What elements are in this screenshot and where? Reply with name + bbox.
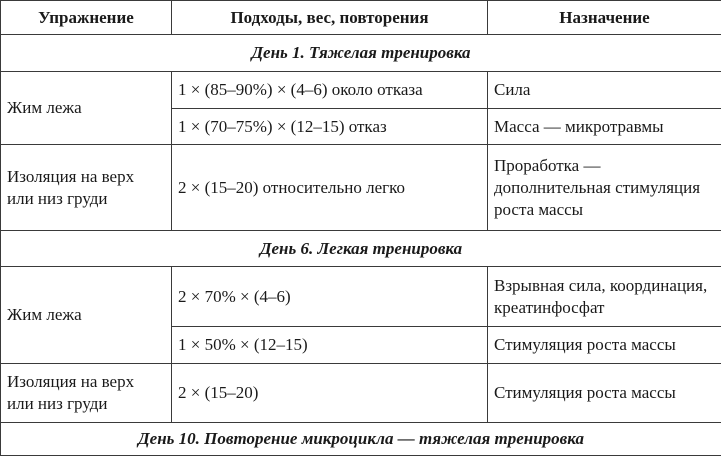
section-row bbox=[1, 423, 721, 456]
day6-isolation-purpose: Стимуляция роста массы bbox=[488, 364, 721, 423]
header-row bbox=[1, 1, 721, 35]
day6-bench-purpose-2: Стимуляция роста массы bbox=[488, 327, 721, 364]
table-row bbox=[1, 267, 721, 327]
day1-bench-purpose-1: Сила bbox=[488, 72, 721, 109]
day6-isolation-sets: 2 × (15–20) bbox=[172, 364, 488, 423]
day1-title: День 1. Тяжелая тренировка bbox=[1, 35, 721, 72]
day1-bench-sets-2: 1 × (70–75%) × (12–15) отказ bbox=[172, 109, 488, 145]
day1-bench-sets-1: 1 × (85–90%) × (4–6) около отказа bbox=[172, 72, 488, 109]
day10-title: День 10. Повторение микроцикла — тяжелая тренировка bbox=[1, 423, 721, 456]
table-row bbox=[1, 145, 721, 231]
day1-isolation-sets: 2 × (15–20) относительно легко bbox=[172, 145, 488, 231]
day1-bench-purpose-2: Масса — микротравмы bbox=[488, 109, 721, 145]
day6-title: День 6. Легкая тренировка bbox=[1, 231, 721, 267]
day6-bench-sets-1: 2 × 70% × (4–6) bbox=[172, 267, 488, 327]
header-sets: Подходы, вес, повторения bbox=[172, 1, 488, 35]
day6-bench-purpose-1: Взрывная сила, координация, креатинфосфат bbox=[488, 267, 721, 327]
section-row bbox=[1, 35, 721, 72]
day6-bench-name: Жим лежа bbox=[1, 267, 172, 364]
day1-isolation-name: Изоляция на верх или низ груди bbox=[1, 145, 172, 231]
header-exercise: Упражнение bbox=[1, 1, 172, 35]
day1-isolation-purpose: Проработка — дополнительная стимуляция роста массы bbox=[488, 145, 721, 231]
header-purpose: Назначение bbox=[488, 1, 721, 35]
day1-bench-name: Жим лежа bbox=[1, 72, 172, 145]
day6-isolation-name: Изоляция на верх или низ груди bbox=[1, 364, 172, 423]
section-row bbox=[1, 231, 721, 267]
table-row bbox=[1, 72, 721, 109]
day6-bench-sets-2: 1 × 50% × (12–15) bbox=[172, 327, 488, 364]
table-row bbox=[1, 364, 721, 423]
